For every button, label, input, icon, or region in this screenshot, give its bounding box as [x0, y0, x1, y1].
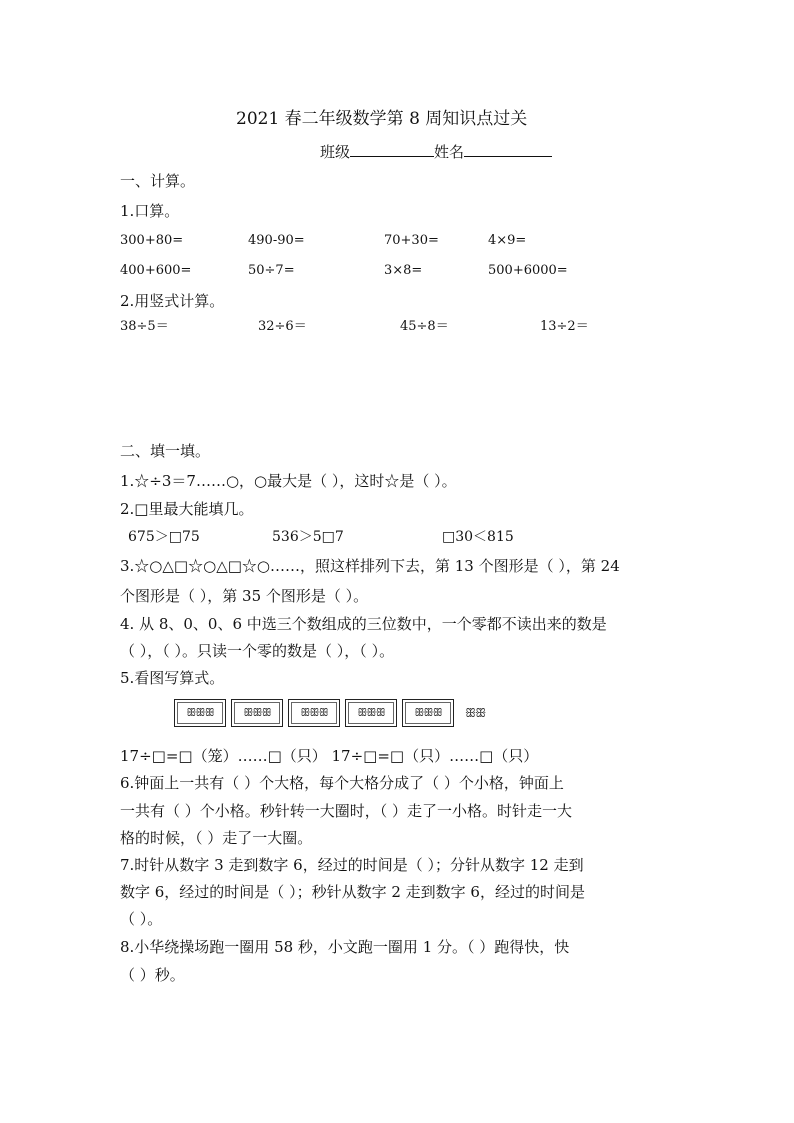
- bird-cage: [288, 699, 340, 727]
- bird-cage: [402, 699, 454, 727]
- vertical-heading: 2.用竖式计算。: [120, 292, 225, 310]
- q8-line: （ ）秒。: [120, 966, 185, 984]
- q2-item: 536＞5□7: [272, 529, 344, 545]
- q6-line: 格的时候，（ ）走了一大圈。: [120, 829, 313, 847]
- vertical-item: 38÷5＝: [120, 319, 169, 334]
- section1-heading: 一、计算。: [120, 172, 196, 190]
- class-label: 班级: [320, 143, 351, 161]
- class-blank[interactable]: [350, 142, 434, 157]
- birds-icon: ꕥꕥꕥ: [357, 706, 385, 719]
- birds-icon: ꕥꕥꕥ: [300, 706, 328, 719]
- q3-line: 个图形是（ ），第 35 个图形是（ ）。: [120, 587, 369, 605]
- q6-line: 6.钟面上一共有（ ）个大格，每个大格分成了（ ）个小格，钟面上: [120, 774, 564, 792]
- name-label: 姓名: [434, 143, 465, 161]
- q7-line: 7.时针从数字 3 走到数字 6，经过的时间是（ ）；分针从数字 12 走到: [120, 856, 584, 874]
- q2-item: □30＜815: [442, 529, 514, 545]
- bird-cage: [231, 699, 283, 727]
- oral-item: 500+6000=: [488, 263, 568, 278]
- oral-item: 4×9=: [488, 233, 527, 248]
- birds-icon: ꕥꕥꕥ: [414, 706, 442, 719]
- page-title: 2021 春二年级数学第 8 周知识点过关: [236, 109, 528, 129]
- section2-heading: 二、填一填。: [120, 442, 211, 460]
- birds-icon: ꕥꕥꕥ: [243, 706, 271, 719]
- oral-item: 490-90=: [248, 233, 305, 248]
- q4-line: （ ），（ ）。只读一个零的数是（ ），（ ）。: [120, 642, 395, 660]
- q3-line: 3.☆○△□☆○△□☆○……，照这样排列下去，第 13 个图形是（ ），第 24: [120, 557, 620, 575]
- oral-item: 70+30=: [384, 233, 439, 248]
- q6-line: 一共有（ ）个小格。秒针转一大圈时，（ ）走了一小格。时针走一大: [120, 802, 573, 820]
- bird-cages-figure: [174, 696, 485, 730]
- q7-line: 数字 6，经过的时间是（ ）；秒针从数字 2 走到数字 6，经过的时间是: [120, 883, 585, 901]
- oral-item: 3×8=: [384, 263, 423, 278]
- vertical-item: 45÷8＝: [400, 319, 449, 334]
- q2-item: 675＞□75: [128, 529, 200, 545]
- bird-cage: [174, 699, 226, 727]
- oral-item: 50÷7=: [248, 263, 295, 278]
- q7-line: （ ）。: [120, 910, 163, 928]
- oral-item: 400+600=: [120, 263, 192, 278]
- vertical-item: 13÷2＝: [540, 319, 589, 334]
- q5-heading: 5.看图写算式。: [120, 669, 225, 687]
- oral-item: 300+80=: [120, 233, 184, 248]
- bird-cage: [345, 699, 397, 727]
- q2-heading: 2.□里最大能填几。: [120, 500, 254, 518]
- q4-line: 4. 从 8、0、0、6 中选三个数组成的三位数中，一个零都不读出来的数是: [120, 615, 607, 633]
- q5-formula: 17÷□=□（笼）……□（只） 17÷□=□（只）……□（只）: [120, 747, 539, 765]
- name-blank[interactable]: [464, 142, 552, 157]
- birds-icon: ꕥꕥꕥ: [186, 706, 214, 719]
- q8-line: 8.小华绕操场跑一圈用 58 秒，小文跑一圈用 1 分。（ ）跑得快，快: [120, 938, 570, 956]
- oral-heading: 1.口算。: [120, 202, 180, 220]
- free-birds-icon: ꕥꕥ: [465, 705, 486, 720]
- vertical-item: 32÷6＝: [258, 319, 307, 334]
- student-info: [320, 142, 552, 161]
- q1-text: 1.☆÷3＝7……○，○最大是（ ），这时☆是（ ）。: [120, 472, 457, 490]
